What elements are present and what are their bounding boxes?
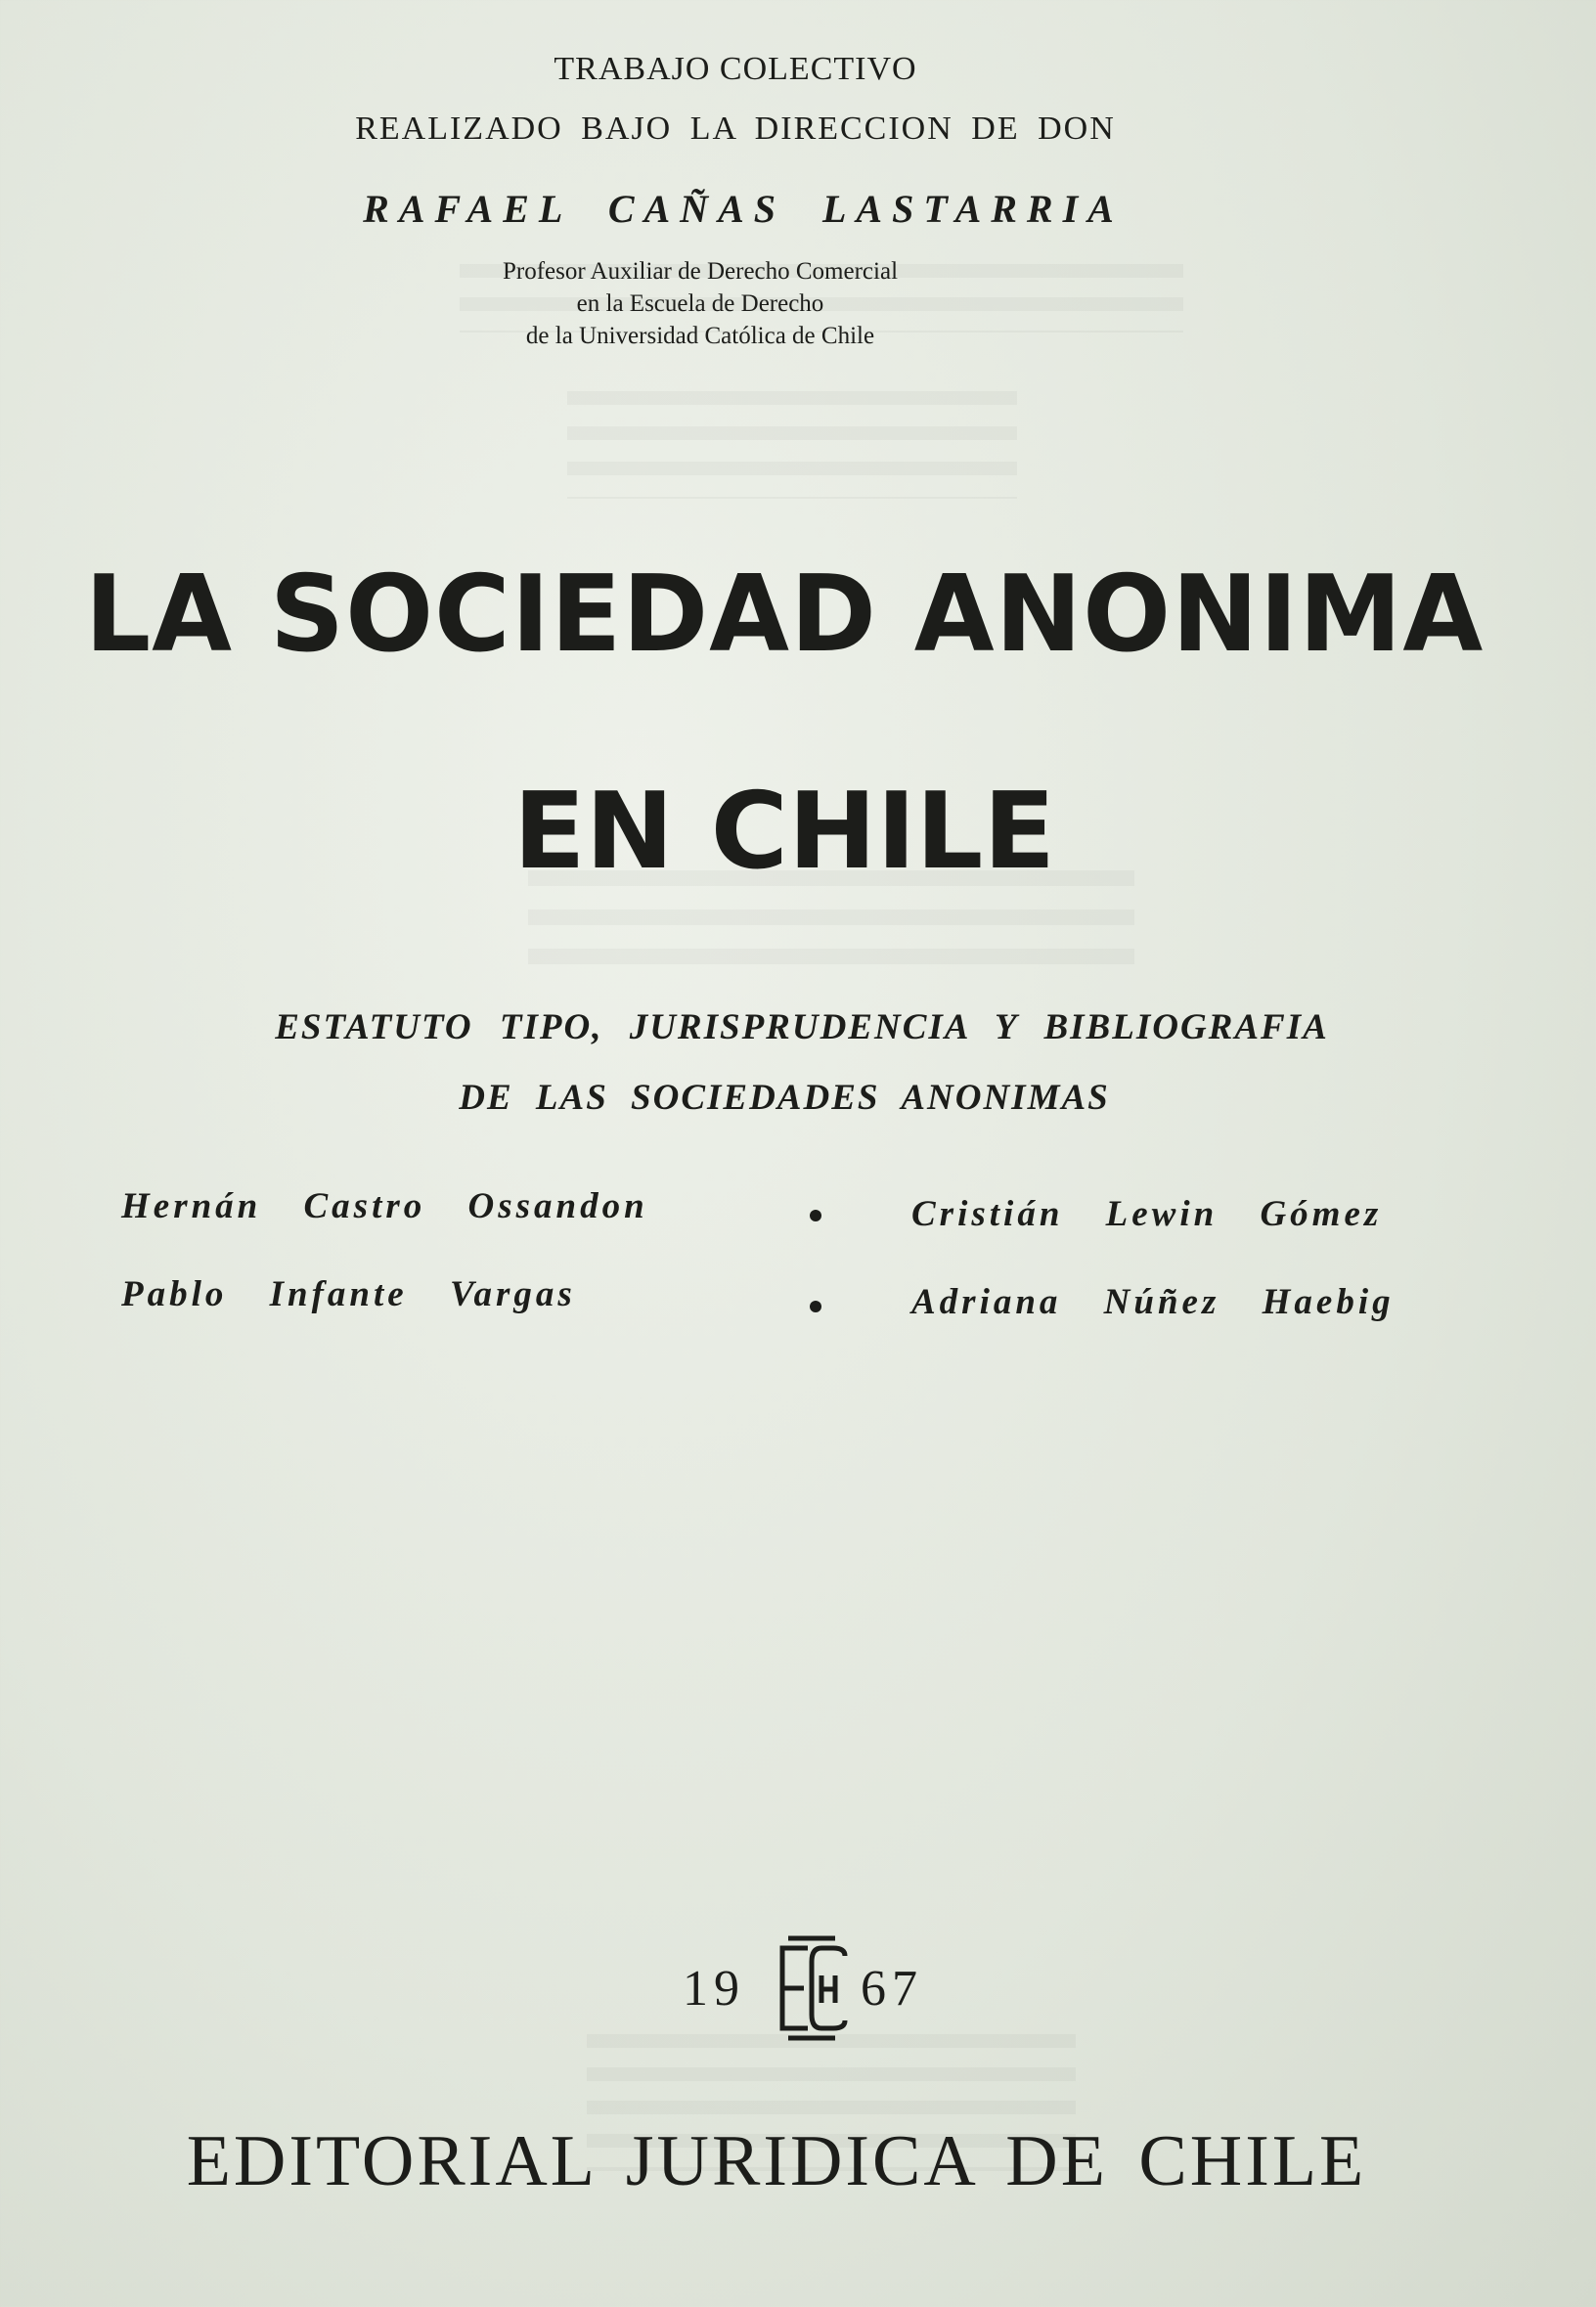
subtitle-line-1: ESTATUTO TIPO, JURISPRUDENCIA Y BIBLIOGRAFIA: [275, 1007, 1329, 1047]
author-name: Pablo Infante Vargas: [121, 1274, 576, 1314]
author-name: Hernán Castro Ossandon: [121, 1186, 648, 1226]
show-through-block-2: [567, 391, 1017, 499]
director-credential-2: en la Escuela de Derecho: [576, 290, 824, 317]
director-credential-3: de la Universidad Católica de Chile: [525, 323, 875, 349]
director-credential-1: Profesor Auxiliar de Derecho Comercial: [502, 258, 899, 285]
book-title-line-1: LA SOCIEDAD ANONIMA: [84, 554, 1485, 676]
publisher-monogram-icon: [765, 1932, 859, 2044]
subtitle-line-2: DE LAS SOCIEDADES ANONIMAS: [459, 1078, 1110, 1118]
header-line-2: REALIZADO BAJO LA DIRECCION DE DON: [355, 111, 1116, 147]
book-title-line-2: EN CHILE: [512, 771, 1056, 893]
publisher-name: EDITORIAL JURIDICA DE CHILE: [186, 2121, 1367, 2201]
author-name: Adriana Núñez Haebig: [911, 1282, 1395, 1322]
director-name: RAFAEL CAÑAS LASTARRIA: [363, 187, 1124, 231]
header-line-1: TRABAJO COLECTIVO: [554, 51, 917, 87]
author-name: Cristián Lewin Gómez: [911, 1194, 1383, 1234]
separator-dot: [810, 1210, 821, 1221]
year-right-digits: 67: [861, 1961, 923, 2017]
year-left-digits: 19: [683, 1961, 745, 2017]
separator-dot: [810, 1301, 821, 1312]
